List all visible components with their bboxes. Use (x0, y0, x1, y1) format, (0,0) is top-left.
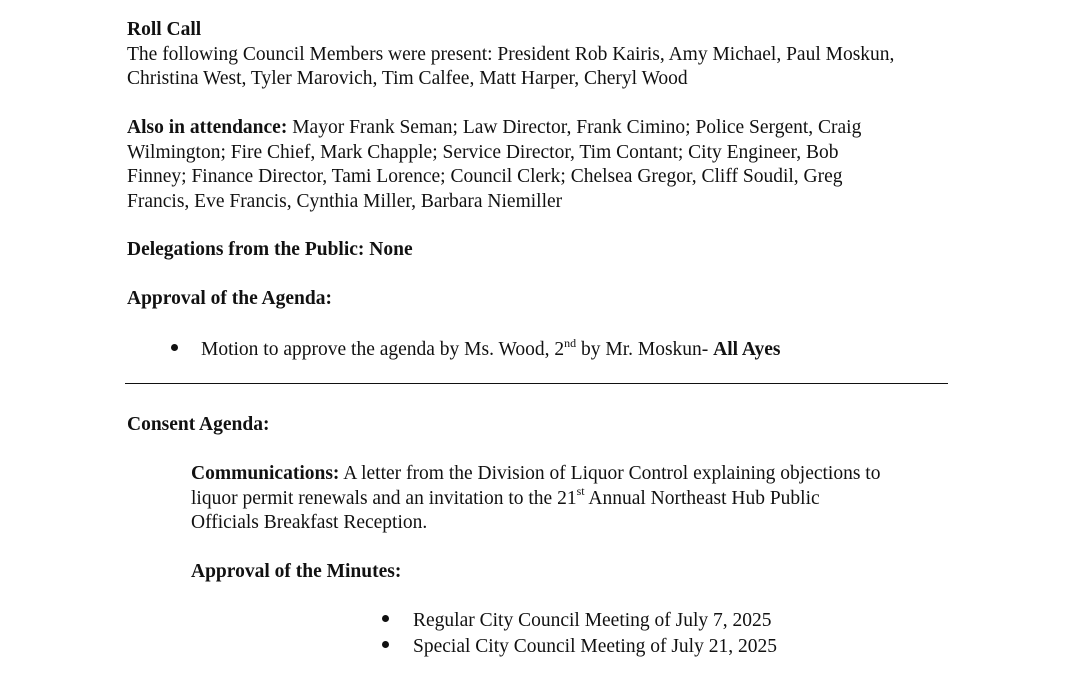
roll-call-section (127, 18, 977, 92)
agenda-motion-item (171, 335, 781, 363)
attendance-line-1 (127, 116, 977, 141)
roll-call-heading: Roll Call (127, 19, 202, 40)
agenda-motion-post: by Mr. Moskun- (576, 339, 714, 360)
bullet-icon (382, 641, 389, 648)
attendance-line-4: Francis, Eve Francis, Cynthia Miller, Barbara Niemiller (127, 190, 563, 212)
attendance-section (127, 116, 977, 214)
agenda-motion-pre: Motion to approve the agenda by Ms. Wood, 2 (201, 339, 565, 360)
minutes-item (382, 635, 777, 660)
minutes-item-label: Special City Council Meeting of July 21, 2025 (413, 636, 777, 657)
agenda-motion-sup: nd (564, 335, 577, 350)
communications-line-3: Officials Breakfast Reception. (191, 512, 428, 533)
bullet-icon (171, 344, 178, 351)
agenda-motion-text (201, 335, 781, 363)
delegations-line: Delegations from the Public: None (127, 239, 413, 260)
attendance-label: Also in attendance: (127, 117, 288, 138)
communications-line-2 (191, 484, 981, 512)
minutes-item-label: Regular City Council Meeting of July 7, 2025 (413, 610, 772, 631)
communications-text-2-pre: liquor permit renewals and an invitation to the 21 (191, 487, 577, 509)
communications-line-1 (191, 462, 981, 487)
attendance-line-3: Finney; Finance Director, Tami Lorence; Council Clerk; Chelsea Gregor, Cliff Soudil, Greg (127, 166, 843, 187)
section-divider (125, 383, 948, 384)
communications-text-1: A letter from the Division of Liquor Control explaining objections to (339, 463, 881, 484)
communications-text-2-post: Annual Northeast Hub Public (584, 487, 820, 509)
roll-call-line-1: The following Council Members were present: President Rob Kairis, Amy Michael, Paul Moskun, (127, 43, 895, 65)
consent-heading: Consent Agenda: (127, 414, 270, 435)
agenda-motion-result: All Ayes (713, 339, 781, 360)
attendance-line-2: Wilmington; Fire Chief, Mark Chapple; Service Director, Tim Contant; City Engineer, Bob (127, 141, 839, 163)
attendance-text-1: Mayor Frank Seman; Law Director, Frank Cimino; Police Sergent, Craig (287, 117, 862, 138)
communications-label: Communications: (191, 463, 340, 484)
communications-section (191, 462, 981, 536)
communications-sup: st (576, 484, 585, 498)
agenda-heading: Approval of the Agenda: (127, 288, 332, 309)
minutes-heading: Approval of the Minutes: (191, 561, 402, 582)
bullet-icon (382, 615, 389, 622)
roll-call-line-2: Christina West, Tyler Marovich, Tim Calfee, Matt Harper, Cheryl Wood (127, 68, 688, 89)
minutes-item (382, 609, 772, 634)
